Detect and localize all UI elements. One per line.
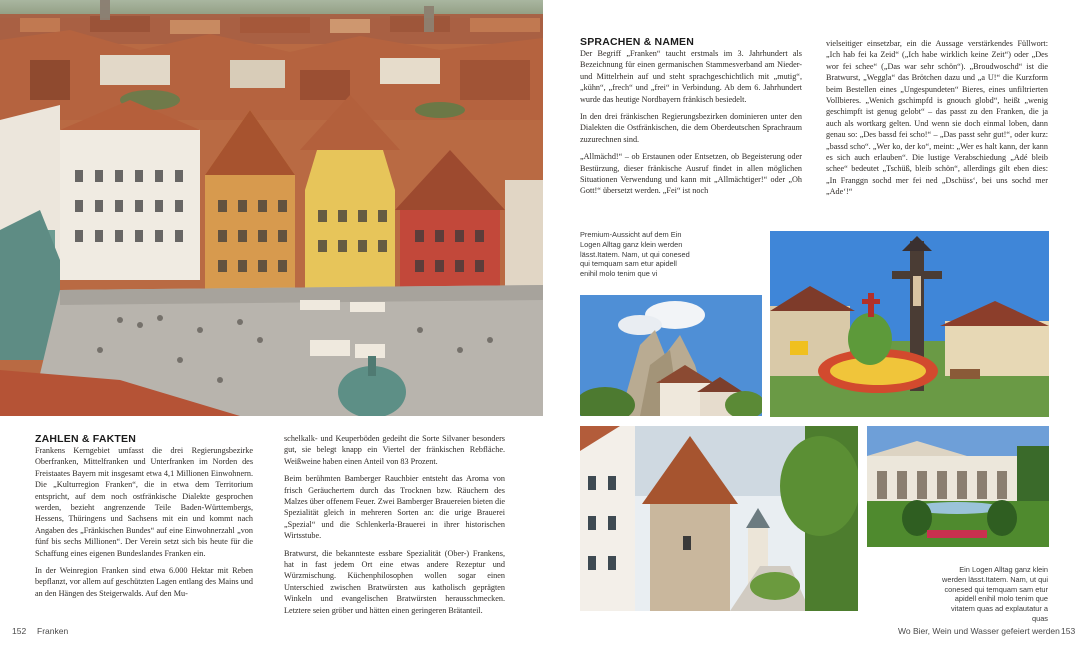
paragraph: Beim berühmten Bamberger Rauchbier entsteht das Aroma von frisch Geräuchertem durch das Trocknen bzw. Räuchern des Malzes über offenem Feuer. Zwei Bamberger Brauereien bieten die Spezialität gleich in mehreren Sorten an: die urige Brauerei „Spezial“ und die Schlenkerla-Brauerei in ihrer historischen Wirtsstube. bbox=[284, 474, 505, 541]
hero-photo-market-square bbox=[0, 0, 543, 416]
paragraph: In der Weinregion Franken sind etwa 6.000 Hektar mit Reben bepflanzt, vor allem auf geschützten Lagen entlang des Mains und an den Hängen des Steigerwalds. Auf den Mu- bbox=[35, 566, 253, 598]
page-number-left: 152 bbox=[12, 626, 27, 636]
photo-rock-village bbox=[580, 295, 762, 416]
paragraph: vielseitiger einsetzbar, ein die Aussage verstärkendes Füllwort: „Ich hab fei ka Zeid“ („Ich habe wirklich keine Zeit“) oder „Des wor fei schee“ („Das war sehr schön“). „Broudwoschd“ ist die Bratwurst, „Weggla“ das Brötchen dazu und „a U!“ die Kurzform beim Bestellen eines „Ungespundeten“ Bieres, eines unfiltrierten Vollbieres. „Wenich gschimpfd is gnouch globd“, heißt „wenig geschimpft ist genug gelobt“ – das passt zu den Franken, die ja auch als wortkarg gelten. Und wenn sie doch einmal loben, dann genau so: „Des bassd fei scho!“ – „Das passt sehr gut!“, oder kurz: „bassd scho“. „Wer ko, der ko“, meint: „Wer es halt kann, der kann es sich auch erlauben“. Die lustige Verabschiedung „Adé bleib schee“ bedeutet „Tschüß, bleib schön“, allerdings gilt eben dies: „In Franggn sochd mer fei ned „Dschüss‘, bei uns sochd mer „Ade‘!“ bbox=[826, 39, 1048, 197]
left-column-2 bbox=[284, 433, 505, 622]
section-title-zahlen-fakten: ZAHLEN & FAKTEN bbox=[35, 433, 136, 445]
market-square-illustration bbox=[0, 0, 543, 416]
photo-tower-street bbox=[580, 426, 858, 611]
paragraph: „Allmächd!“ – ob Erstaunen oder Entsetzen, ob Begeisterung oder Bestürzung, dieser fränkische Ausruf findet in allen möglichen Situationen Verwendung und kann mit „Allmächtiger!“ oder „Oh Gott!“ übersetzt werden. „Fei“ ist noch bbox=[580, 152, 802, 196]
photo-colonnade-park bbox=[867, 426, 1049, 547]
photo-caption-bottom: Ein Logen Alltag ganz klein werden lässt.Itatem. Nam, ut qui conesed qui temquam sam etur apidell enihil molo tenim que vitatem quas ad explautatur a quas bbox=[942, 565, 1048, 623]
paragraph: Der Begriff „Franken“ taucht erstmals im 3. Jahrhundert als Bezeichnung für einen germanischen Stammesverband am Nieder- und Mittelrhein auf und steht sprachgeschichtlich mit „mutig“, „kühn“, „frech“ und „frei“ in Verbindung. Ab dem 6. Jahrhundert wurde das heutige Nordbayern fränkisch besiedelt. bbox=[580, 49, 802, 104]
running-footer-left: Franken bbox=[37, 626, 69, 636]
rock-village-illustration bbox=[580, 295, 762, 416]
section-title-sprachen-namen: SPRACHEN & NAMEN bbox=[580, 36, 695, 48]
paragraph: In den drei fränkischen Regierungsbezirken dominieren unter den Dialekten die Ostfränkischen, die dem Oberdeutschen Sprachraum zuzurechnen sind. bbox=[580, 112, 802, 144]
paragraph: Frankens Kerngebiet umfasst die drei Regierungsbezirke Oberfranken, Mittelfranken und Unterfranken im Norden des Freistaates Bayern mit insgesamt etwa 4,1 Millionen Einwohnern. Die „Kulturregion Franken“, die in etwa dem Territorium entspricht, auf dem noch ostfränkische Dialekte gesprochen werden, bezieht angrenzende Teile Baden-Württembergs, Hessens, Thüringens und Sachsens mit ein und kommt nach Angaben des „Fränkischen Bundes“ auf eine Einwohnerzahl „von fünf bis sechs Millionen“. Der Verein setzt sich bis heute für die Schaffung eines eigenen Bundeslandes Franken ein. bbox=[35, 446, 253, 558]
page-number-right: 153 bbox=[1061, 626, 1076, 636]
paragraph: Bratwurst, die bekannteste essbare Spezialität (Ober-) Frankens, hat in fast jedem Ort eine etwas andere Rezeptur und Würzmischung. Küchenphilosophen wollen sogar einen Unterschied zwischen Bratwürsten aus katholisch geprägten Winkeln und evangelischen Bratwürsten herausschmecken. Letztere seien gröber und hätten einen geringeren Brätanteil. bbox=[284, 548, 505, 615]
paragraph: schelkalk- und Keuperböden gedeiht die Sorte Silvaner besonders gut, sie belegt knapp ein Viertel der fränkischen Rebfläche. Weißweine haben einen Anteil von 83 Prozent. bbox=[284, 434, 505, 466]
colonnade-park-illustration bbox=[867, 426, 1049, 547]
right-column-2 bbox=[826, 38, 1048, 204]
photo-easter-fountain bbox=[770, 231, 1049, 417]
running-footer-right: Wo Bier, Wein und Wasser gefeiert werden bbox=[898, 626, 1060, 636]
left-column-1 bbox=[35, 445, 253, 605]
photo-caption-top: Premium-Aussicht auf dem Ein Logen Alltag ganz klein werden lässt.Itatem. Nam, ut qui conesed qui temquam sam etur apidell enihil molo tenim que vi bbox=[580, 230, 690, 279]
right-column-1 bbox=[580, 48, 802, 203]
tower-street-illustration bbox=[580, 426, 858, 611]
easter-fountain-illustration bbox=[770, 231, 1049, 417]
